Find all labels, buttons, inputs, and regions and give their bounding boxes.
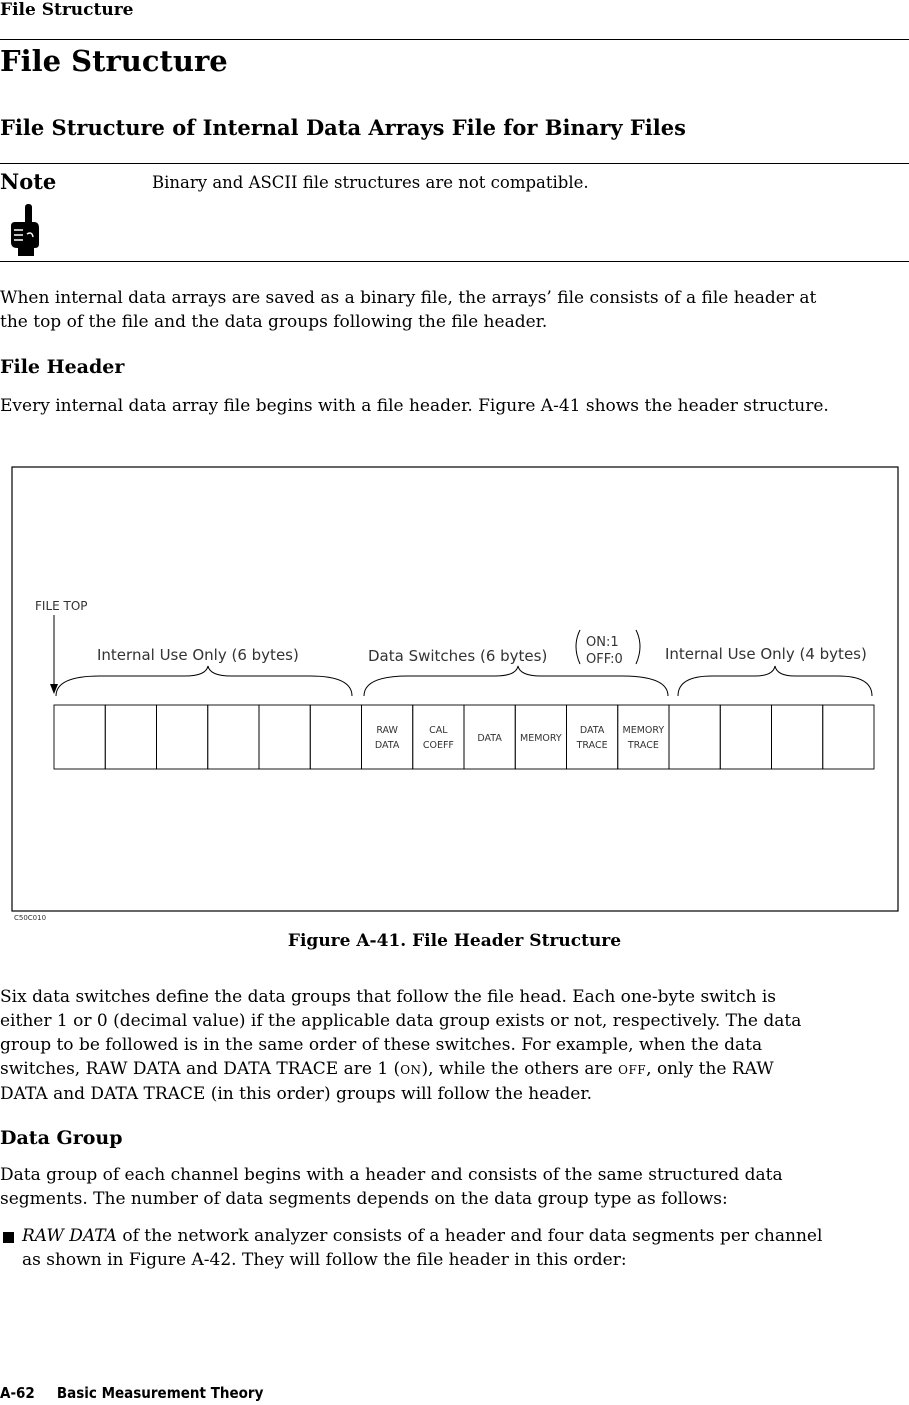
header-byte-cell <box>618 705 669 769</box>
intro-line-1: When internal data arrays are saved as a binary file, the arrays’ file consists of a file header at <box>0 288 817 308</box>
note-bottom-rule <box>0 261 909 262</box>
header-byte-cell <box>310 705 361 769</box>
brace-switches <box>364 666 668 696</box>
switch-cell-label: COEFF <box>422 740 454 751</box>
data-group-paragraph <box>0 1163 909 1211</box>
switches-line-4c: , only the RAW <box>646 1059 774 1079</box>
brace2-label: Data Switches (6 bytes) <box>368 647 548 665</box>
off-word: OFF <box>618 1063 647 1077</box>
page-footer <box>0 1384 263 1402</box>
switches-line-2: either 1 or 0 (decimal value) if the applicable data group exists or not, respectively. The data <box>0 1011 802 1031</box>
figure-caption: Figure A-41. File Header Structure <box>287 931 622 951</box>
header-byte-cell <box>669 705 720 769</box>
switch-cell-label: DATA <box>374 740 400 751</box>
bullet-line-1: of the network analyzer consists of a header and four data segments per channel <box>116 1226 823 1246</box>
note-top-rule <box>0 163 909 164</box>
switches-line-1: Six data switches define the data groups that follow the file head. Each one-byte switch is <box>0 987 777 1007</box>
header-byte-cell <box>157 705 208 769</box>
figure-code: C50C010 <box>14 914 47 922</box>
data-group-line-1: Data group of each channel begins with a header and consists of the same structured data <box>0 1165 783 1185</box>
switch-cell-label: MEMORY <box>520 733 562 744</box>
header-byte-cell <box>413 705 464 769</box>
switches-line-5: DATA and DATA TRACE (in this order) groups will follow the header. <box>0 1084 593 1104</box>
brace-internal-1 <box>56 666 352 696</box>
footer-section: Basic Measurement Theory <box>56 1384 264 1402</box>
data-group-line-2: segments. The number of data segments depends on the data group type as follows: <box>0 1189 728 1209</box>
running-head: File Structure <box>0 0 134 20</box>
header-byte-cell <box>772 705 823 769</box>
header-byte-cells <box>54 705 874 769</box>
intro-paragraph <box>0 286 909 334</box>
switches-paragraph <box>0 985 909 1106</box>
note-label: Note <box>0 169 57 194</box>
switch-cell-label: TRACE <box>627 740 659 751</box>
header-byte-cell <box>567 705 618 769</box>
header-byte-cell <box>208 705 259 769</box>
footer-page-number: A-62 <box>0 1384 35 1402</box>
switches-line-4 <box>0 1057 909 1082</box>
switches-line-3: group to be followed is in the same order of these switches. For example, when the data <box>0 1035 763 1055</box>
file-top-label: FILE TOP <box>35 599 88 613</box>
page-title: File Structure <box>0 44 228 78</box>
figure-a41 <box>0 460 909 932</box>
pointing-hand-icon <box>8 204 42 260</box>
bullet-term: RAW DATA <box>22 1226 117 1246</box>
header-byte-cell <box>105 705 156 769</box>
brace1-label: Internal Use Only (6 bytes) <box>97 646 299 664</box>
data-group-heading: Data Group <box>0 1127 123 1149</box>
note-text: Binary and ASCII file structures are not compatible. <box>152 173 589 192</box>
on-label: ON:1 <box>586 635 619 650</box>
brace-internal-2 <box>678 666 872 696</box>
header-byte-cell <box>823 705 874 769</box>
bullet-item <box>22 1224 907 1272</box>
bullet-line-2: as shown in Figure A-42. They will follow the file header in this order: <box>22 1250 627 1270</box>
on-word: ON <box>400 1063 422 1077</box>
section-title: File Structure of Internal Data Arrays File for Binary Files <box>0 115 686 140</box>
file-header-text: Every internal data array file begins with a file header. Figure A-41 shows the header structure. <box>0 396 829 416</box>
switch-cell-label: CAL <box>429 725 448 736</box>
header-byte-cell <box>720 705 771 769</box>
switch-cell-label: DATA <box>579 725 605 736</box>
file-header-heading: File Header <box>0 356 125 378</box>
top-rule <box>0 39 909 40</box>
header-byte-cell <box>362 705 413 769</box>
off-label: OFF:0 <box>586 652 623 667</box>
switch-cell-label: RAW <box>376 725 398 736</box>
switch-cell-label: TRACE <box>576 740 608 751</box>
intro-line-2: the top of the file and the data groups following the file header. <box>0 312 548 332</box>
brace3-label: Internal Use Only (4 bytes) <box>665 645 867 663</box>
switches-line-4b: ), while the others are <box>421 1059 619 1079</box>
bullet-square-icon <box>3 1232 14 1243</box>
header-byte-cell <box>259 705 310 769</box>
header-byte-cell <box>54 705 105 769</box>
switches-line-4a: switches, RAW DATA and DATA TRACE are 1 ( <box>0 1059 401 1079</box>
switch-cell-label: DATA <box>477 733 502 744</box>
switch-cell-label: MEMORY <box>622 725 665 736</box>
